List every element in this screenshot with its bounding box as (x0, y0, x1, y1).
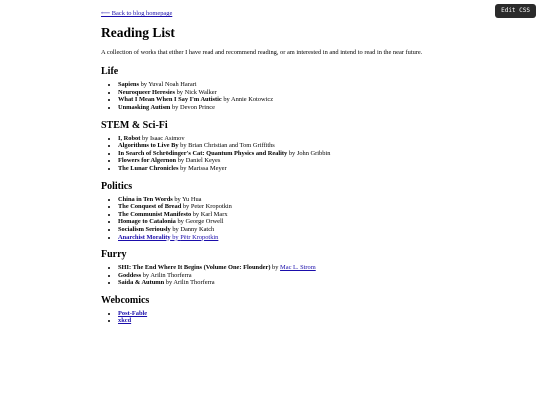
by-text: by (221, 96, 231, 104)
book-author: Devon Prince (179, 103, 215, 111)
book-author: John Gribbin (296, 149, 331, 157)
book-title: Sapiens (118, 81, 139, 89)
by-text: by (181, 203, 191, 211)
list-item (118, 81, 431, 89)
book-title: Homage to Catalonia (118, 218, 176, 226)
by-text: by (174, 88, 185, 96)
back-to-homepage-link[interactable]: ⟵ Back to blog homepage (101, 10, 173, 17)
by-text: by (178, 164, 189, 172)
book-author: Danny Katch (180, 225, 215, 233)
edit-css-button[interactable]: Edit CSS (495, 4, 536, 18)
book-title: The Lunar Chronicles (118, 164, 179, 172)
book-title: SHI: The End Where It Begins (Volume One: Flounder) (118, 264, 271, 272)
book-title: Anarchist Morality (118, 233, 171, 241)
book-title: The Conquest of Bread (118, 203, 182, 211)
intro-text: A collection of works that either I have read and recommend reading, or am interested in and intend to read in the near future. (101, 48, 423, 56)
author-link-mac-l-strom[interactable]: Mac L. Strom (280, 264, 316, 272)
book-title: Goddess (118, 271, 142, 279)
by-text: by (164, 279, 174, 287)
book-title: The Communist Manifesto (118, 210, 192, 218)
webcomic-title: xkcd (118, 317, 132, 325)
list-item (118, 211, 431, 219)
list-item (118, 196, 431, 204)
book-author: Arilin Thorferra (173, 279, 215, 287)
by-text: by (287, 149, 297, 157)
book-author: Yuval Noah Harari (148, 81, 197, 89)
by-text: by (172, 195, 183, 203)
webcomic-title: Post-Fable (118, 309, 148, 317)
list-item (118, 264, 431, 272)
list-item (118, 89, 431, 97)
list-politics (101, 196, 431, 242)
list-item (118, 310, 431, 318)
book-author: Nick Walker (184, 88, 217, 96)
book-author: Daniel Keyes (185, 157, 221, 165)
list-item (118, 96, 431, 104)
book-title: Unmasking Autism (118, 103, 171, 111)
list-item (118, 317, 431, 325)
list-item (118, 234, 431, 242)
list-item (118, 165, 431, 173)
main-content (101, 10, 431, 333)
section-heading-furry: Furry (101, 249, 127, 261)
list-item (118, 272, 431, 280)
by-text: by (170, 225, 181, 233)
book-author: Isaac Asimov (149, 134, 185, 142)
list-item (118, 135, 431, 143)
book-author: Yu Hua (182, 195, 202, 203)
list-item (118, 104, 431, 112)
section-heading-webcomics: Webcomics (101, 294, 150, 306)
by-text: by (175, 218, 186, 226)
by-text: by (191, 210, 201, 218)
book-title: Neuroqueer Heresies (118, 88, 175, 96)
by-text: by (141, 271, 151, 279)
list-webcomics (101, 310, 431, 325)
by-text: by (178, 142, 189, 150)
book-title: What I Mean When I Say I'm Autistic (118, 96, 222, 104)
book-title: Algorithms to Live By (118, 142, 179, 150)
book-title: China in Ten Words (118, 195, 173, 203)
by-text: by (270, 264, 281, 272)
section-heading-politics: Politics (101, 180, 133, 192)
by-text: by (176, 157, 186, 165)
section-heading-life: Life (101, 66, 119, 78)
by-text: by (170, 233, 181, 241)
list-stem-scifi (101, 135, 431, 173)
list-furry (101, 264, 431, 287)
book-title: Socialism Seriously (118, 225, 171, 233)
book-author: Pëtr Kropotkin (180, 233, 219, 241)
book-author: George Orwell (185, 218, 224, 226)
book-author: Brian Christian and Tom Griffiths (188, 142, 275, 150)
book-title: I, Robot (118, 134, 141, 142)
book-title: Flowers for Algernon (118, 157, 177, 165)
by-text: by (138, 81, 149, 89)
book-title: In Search of Schrödinger's Cat: Quantum Physics and Reality (118, 149, 288, 157)
list-item (118, 218, 431, 226)
list-item (118, 142, 431, 150)
list-item (118, 279, 431, 287)
webcomic-link-xkcd[interactable] (118, 317, 131, 324)
book-author: Karl Marx (200, 210, 228, 218)
book-author: Marissa Meyer (188, 164, 227, 172)
anarchist-morality-link[interactable] (118, 234, 218, 241)
book-author: Annie Kotowicz (230, 96, 274, 104)
webcomic-link-post-fable[interactable] (118, 310, 147, 317)
page-title: Reading List (101, 24, 175, 40)
by-text: by (170, 103, 180, 111)
book-author: Arilin Thorferra (150, 271, 192, 279)
by-text: by (140, 134, 150, 142)
list-life (101, 81, 431, 111)
list-item (118, 203, 431, 211)
list-item (118, 157, 431, 165)
list-item (118, 150, 431, 158)
book-title: Saida & Autumn (118, 279, 165, 287)
book-author: Peter Kropotkin (190, 203, 232, 211)
list-item (118, 226, 431, 234)
section-heading-stem-scifi: STEM & Sci-Fi (101, 119, 168, 131)
